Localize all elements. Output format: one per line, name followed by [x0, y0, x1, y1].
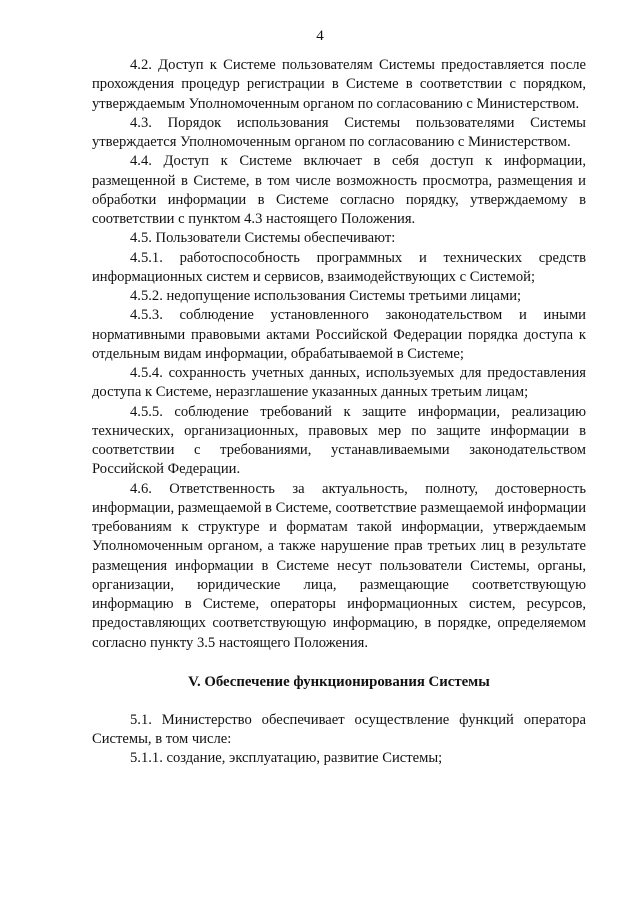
paragraph-4-5-2: 4.5.2. недопущение использования Системы третьими лицами; — [130, 288, 522, 304]
page-number: 4 — [316, 28, 324, 44]
paragraph-4-6: 4.6. Ответственность за актуальность, полноту, достоверность информации, размещаемой в Системе, соответствие размещаемой информации требованиям к структуре и форматам такой информации, утверждаемым Уполномоченным органом, а также нарушение прав третьих лиц в результате размещения информации в Системе несут пользователи Системы, органы, организации, юридические лица, размещающие соответствующую информацию в Системе, операторы информационных систем, ресурсов, предоставляющих соответствующую информацию, в порядке, определяемом согласно пункту 3.5 настоящего Положения. — [92, 480, 586, 651]
paragraph-5-1-1: 5.1.1. создание, эксплуатацию, развитие Системы; — [130, 750, 443, 767]
document-body — [92, 56, 586, 769]
section-heading: V. Обеспечение функционирования Системы — [188, 673, 490, 690]
paragraph-5-1: 5.1. Министерство обеспечивает осуществление функций оператора Системы, в том числе: — [92, 711, 586, 747]
paragraph-4-5-3: 4.5.3. соблюдение установленного законодательством и иными нормативными правовыми актами Российской Федерации порядка доступа к отдельным видам информации, обрабатываемой в Системе; — [92, 307, 586, 362]
paragraph-4-5: 4.5. Пользователи Системы обеспечивают: — [130, 230, 396, 247]
paragraph-4-5-4: 4.5.4. сохранность учетных данных, используемых для предоставления доступа к Системе, неразглашение указанных данных третьим лицам; — [92, 365, 586, 401]
paragraph-4-5-5: 4.5.5. соблюдение требований к защите информации, реализацию технических, организационных, правовых мер по защите информации в соответствии с требованиями, устанавливаемыми законодательством Российской Федерации. — [92, 403, 586, 478]
paragraph-4-2: 4.2. Доступ к Системе пользователям Системы предоставляется после прохождения процедур регистрации в Системе в соответствии с порядком, утверждаемым Уполномоченным органом по согласованию с Министерством. — [92, 57, 586, 112]
paragraph-4-3: 4.3. Порядок использования Системы пользователями Системы утверждается Уполномоченным органом по согласованию с Министерством. — [92, 114, 586, 150]
paragraph-4-4: 4.4. Доступ к Системе включает в себя доступ к информации, размещенной в Системе, в том числе возможность просмотра, размещения и обработки информации в Системе согласно порядку, утверждаемому в соответствии с пунктом 4.3 настоящего Положения. — [92, 153, 586, 227]
paragraph-4-5-1: 4.5.1. работоспособность программных и технических средств информационных систем и сервисов, взаимодействующих с Системой; — [92, 249, 586, 285]
